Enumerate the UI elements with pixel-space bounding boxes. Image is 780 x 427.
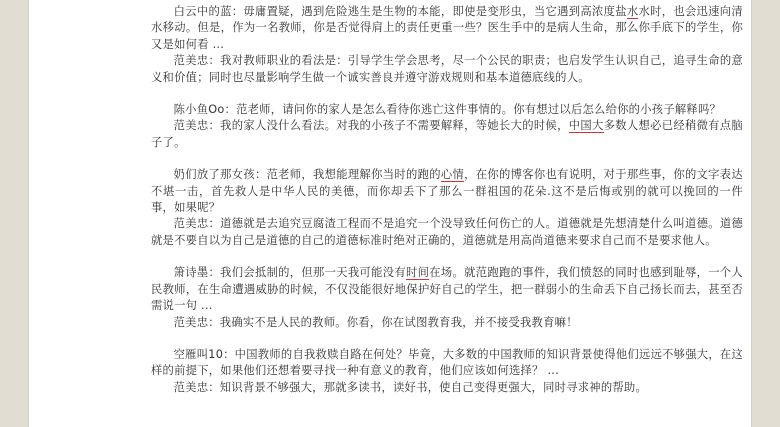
left-page-margin — [0, 0, 28, 427]
right-page-margin — [752, 0, 780, 427]
keyword-link[interactable]: 中国大 — [568, 119, 604, 133]
answer-paragraph: 范美忠：道德就是去追究豆腐渣工程而不是追究一个没导致任何伤亡的人。道德就是先想清楚什么叫道德。道德就是不要自以为自己是道德的自己的道德标准时绝对正确的，道德就是用高尚道德来要求自己而不是要求他人。 — [151, 217, 743, 247]
question-paragraph — [151, 265, 743, 314]
answer-paragraph: 范美忠：我确实不是人民的教师。你看，你在试图教育我，并不接受我教育嘛！ — [173, 315, 578, 329]
question-paragraph: 空雁叫10：中国教师的自我救赎自路在何处？毕竟，大多数的中国教师的知识背景使得他们远远不够强大，在这样的前提下，如果他们还想着要寻找一种有意义的教育，他们应该如何选择？ ... — [151, 347, 743, 378]
answer-text: 范美忠：我的家人没什么看法。对我的小孩子不需要解释，等她长大的时候， — [173, 119, 569, 133]
answer-text-continued: 多数人想必已经稍微有点脑子了。 — [151, 119, 743, 149]
question-text: 箫诗墨：我们会抵制的，但那一天我可能没有 — [173, 266, 407, 280]
question-paragraph — [151, 4, 743, 53]
question-text: 奶们放了那女孩：范老师，我想能理解你当时的跑的 — [173, 168, 441, 182]
paragraph-gap — [151, 331, 743, 347]
question-text-continued: 水时，也会迅速向清水移动。但是，作为一名教师，你是否觉得肩上的责任更重一些？医生手中的是病人生命，那么你手底下的学生，你又是如何看 ... — [151, 5, 743, 51]
paragraph-gap — [151, 151, 743, 167]
keyword-link[interactable]: 心情 — [440, 168, 465, 182]
question-text-continued: ，在你的博客你也有说明，对于那些事，你的文字表达不堪一击，首先救人是中华人民的美德，而你却丢下了那么一群祖国的花朵.这不是后悔或别的就可以挽回的一件事，如果呢？ — [151, 168, 743, 215]
keyword-link[interactable]: 时间 — [406, 266, 430, 280]
article-page — [28, 0, 752, 427]
answer-paragraph: 范美忠：我对教师职业的看法是：引导学生学会思考，尽一个公民的职责；也启发学生认识自己，追寻生命的意义和价值；同时也尽量影响学生做一个诚实善良并遵守游戏规则和基本道德底线的人。 — [151, 54, 743, 84]
paragraph-gap — [151, 249, 743, 265]
interview-transcript — [151, 4, 743, 396]
question-paragraph: 陈小鱼Oo：范老师，请问你的家人是怎么看待你逃亡这件事情的。你有想过以后怎么给你的小孩子解释吗？ — [173, 103, 722, 117]
paragraph-gap — [151, 86, 743, 102]
question-text-continued: 在场。就范跑跑的事件，我们愤怒的同时也感到耻辱，一个人民教师，在生命遭遇威胁的时候，不仅没能很好地保护好自己的学生，把一群弱小的生命丢下自己扬长而去，甚至否需说一句 ... — [151, 266, 743, 313]
keyword-link[interactable]: 水 — [626, 5, 639, 18]
answer-paragraph — [151, 118, 743, 151]
answer-paragraph: 范美忠：知识背景不够强大，那就多读书，读好书，使自己变得更强大，同时寻求神的帮助。 — [173, 380, 648, 394]
question-paragraph — [151, 167, 743, 216]
question-text: 白云中的蓝：毋庸置疑，遇到危险逃生是生物的本能，即使是变形虫，当它遇到高浓度盐 — [173, 5, 627, 18]
